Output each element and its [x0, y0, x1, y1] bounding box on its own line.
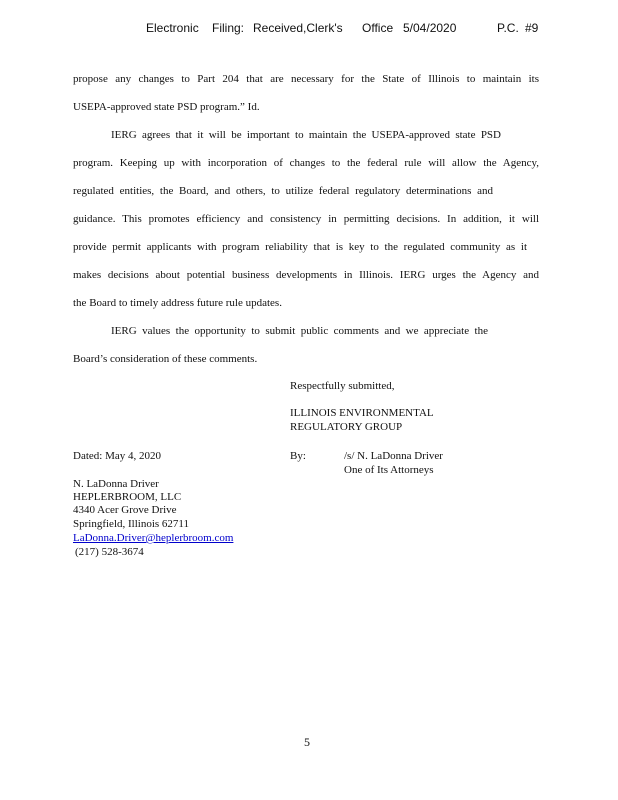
header-electronic: Electronic [146, 21, 199, 35]
paragraph-line: makes decisions about potential business developments in Illinois. IERG urges the Agency and [73, 269, 539, 281]
body-line: USEPA-approved state PSD program.” Id. [73, 101, 260, 113]
attorney-role: One of Its Attorneys [344, 464, 434, 476]
body-line: propose any changes to Part 204 that are necessary for the State of Illinois to maintain its [73, 73, 539, 85]
header-office: Office [362, 21, 394, 35]
header-pc-number: #9 [525, 21, 539, 35]
org-name-line2: REGULATORY GROUP [290, 421, 403, 433]
contact-street: 4340 Acer Grove Drive [73, 504, 177, 516]
closing: Respectfully submitted, [290, 380, 395, 392]
header-filing: Filing: [212, 21, 245, 35]
contact-city: Springfield, Illinois 62711 [73, 518, 190, 530]
org-name-line1: ILLINOIS ENVIRONMENTAL [290, 407, 434, 419]
dated-line: Dated: May 4, 2020 [73, 450, 161, 462]
paragraph-line: IERG values the opportunity to submit public comments and we appreciate the [111, 325, 488, 337]
page-number: 5 [304, 735, 310, 749]
paragraph-line: program. Keeping up with incorporation of changes to the federal rule will allow the Agency, [73, 157, 539, 169]
paragraph-line: provide permit applicants with program reliability that is key to the regulated community as it [73, 241, 527, 253]
signature-line: /s/ N. LaDonna Driver [344, 450, 443, 462]
email-link[interactable]: LaDonna.Driver@heplerbroom.com [73, 532, 234, 544]
paragraph-line: Board’s consideration of these comments. [73, 353, 258, 365]
paragraph-line: guidance. This promotes efficiency and consistency in permitting decisions. In addition, it will [73, 213, 539, 225]
by-label: By: [290, 450, 306, 462]
header-date: 5/04/2020 [403, 21, 457, 35]
contact-name: N. LaDonna Driver [73, 478, 159, 490]
paragraph-line: regulated entities, the Board, and others, to utilize federal regulatory determinations and [73, 185, 493, 197]
header-pc-label: P.C. [497, 21, 519, 35]
header-received: Received,Clerk's [253, 21, 343, 35]
paragraph-line: the Board to timely address future rule updates. [73, 297, 282, 309]
paragraph-line: IERG agrees that it will be important to maintain the USEPA-approved state PSD [111, 129, 501, 141]
contact-phone: (217) 528-3674 [75, 546, 144, 558]
contact-firm: HEPLERBROOM, LLC [73, 491, 182, 503]
